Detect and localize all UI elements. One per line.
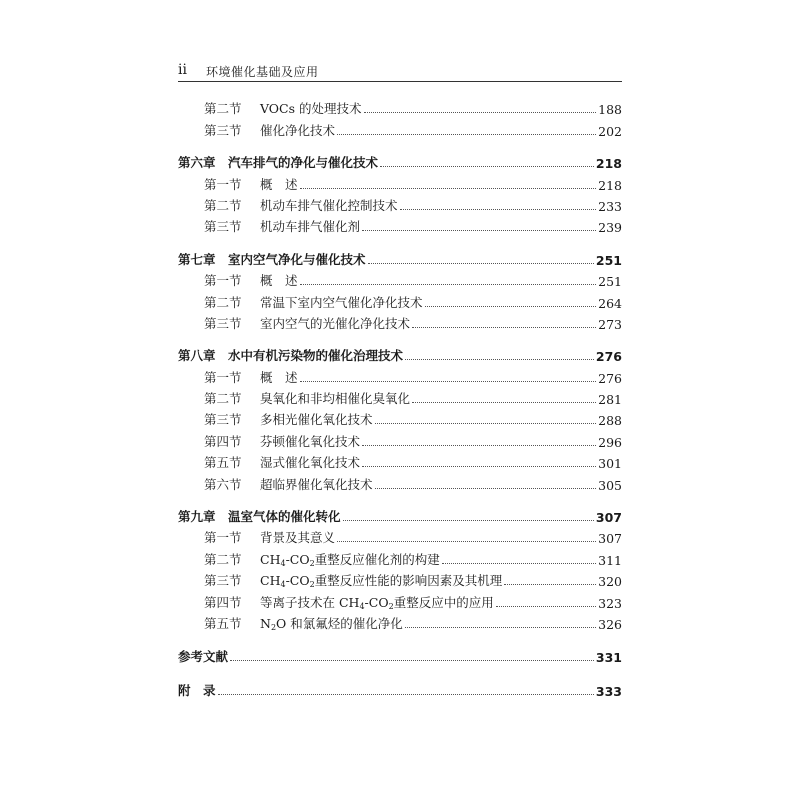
toc-section-entry[interactable] [178, 568, 622, 589]
section-number: 第一节 [204, 530, 242, 546]
leader-dots [375, 488, 597, 489]
leader-dots [343, 520, 594, 521]
leader-dots [230, 660, 594, 661]
page-ref: 281 [598, 392, 622, 408]
section-title: $CH_4-CO_2$重整反应性能的影响因素及其机理 [260, 573, 503, 590]
section-number: 第三节 [204, 219, 242, 235]
leader-dots [337, 541, 596, 542]
section-number: 第三节 [204, 412, 242, 428]
toc-section-entry[interactable] [178, 546, 622, 567]
section-number: 第五节 [204, 615, 242, 631]
toc-section-entry[interactable] [178, 428, 622, 449]
page-ref: 331 [595, 650, 622, 666]
chapter-number: 第七章 [178, 251, 216, 267]
page-ref: 276 [595, 349, 622, 365]
leader-dots [380, 166, 594, 167]
leader-dots [337, 134, 596, 135]
references-title: 参考文献 [178, 649, 229, 665]
section-number: 第六节 [204, 476, 242, 492]
page-ref: 326 [598, 616, 622, 632]
toc-section-entry[interactable] [178, 589, 622, 610]
section-title: 常温下室内空气催化净化技术 [260, 294, 423, 310]
chapter-number: 第六章 [178, 155, 216, 171]
toc-section-entry[interactable] [178, 171, 622, 192]
toc-references-entry[interactable] [178, 644, 622, 665]
page-ref: 188 [598, 102, 622, 118]
section-number: 第二节 [204, 391, 242, 407]
chapter-title: 水中有机污染物的催化治理技术 [228, 348, 404, 364]
page-ref: 301 [598, 456, 622, 472]
page-ref: 233 [598, 198, 622, 214]
section-title: 多相光催化氧化技术 [260, 412, 373, 428]
leader-dots [218, 694, 594, 695]
leader-dots [375, 423, 597, 424]
toc-section-entry[interactable] [178, 214, 622, 235]
section-title: 概 述 [260, 176, 298, 192]
toc-section-entry[interactable] [178, 117, 622, 138]
page-ref: 218 [598, 177, 622, 193]
section-title: 湿式催化氧化技术 [260, 455, 361, 471]
toc-chapter-entry[interactable] [178, 150, 622, 171]
section-number: 第三节 [204, 573, 242, 589]
page-ref: 307 [595, 510, 622, 526]
section-number: 第二节 [204, 197, 242, 213]
table-of-contents [178, 96, 622, 699]
page-ref: 276 [598, 370, 622, 386]
section-title: 超临界催化氧化技术 [260, 476, 373, 492]
page-ref: 333 [595, 683, 622, 699]
page-ref: 218 [595, 156, 622, 172]
leader-dots [412, 402, 596, 403]
section-number: 第二节 [204, 294, 242, 310]
leader-dots [300, 381, 597, 382]
leader-dots [400, 209, 597, 210]
toc-chapter-entry[interactable] [178, 343, 622, 364]
toc-section-entry[interactable] [178, 364, 622, 385]
section-title: 臭氧化和非均相催化臭氧化 [260, 391, 411, 407]
section-title: 机动车排气催化剂 [260, 219, 361, 235]
page-ref: 296 [598, 434, 622, 450]
toc-section-entry[interactable] [178, 268, 622, 289]
toc-section-entry[interactable] [178, 407, 622, 428]
toc-section-entry[interactable] [178, 386, 622, 407]
toc-appendix-entry[interactable] [178, 677, 622, 698]
header-rule [178, 81, 622, 82]
toc-section-entry[interactable] [178, 96, 622, 117]
toc-section-entry[interactable] [178, 193, 622, 214]
chapter-title: 室内空气净化与催化技术 [228, 251, 366, 267]
leader-dots [425, 306, 597, 307]
toc-section-entry[interactable] [178, 471, 622, 492]
leader-dots [405, 627, 596, 628]
leader-dots [364, 112, 597, 113]
section-number: 第四节 [204, 594, 242, 610]
page-ref: 311 [598, 552, 622, 568]
leader-dots [362, 230, 596, 231]
page-ref: 273 [598, 316, 622, 332]
chapter-number: 第八章 [178, 348, 216, 364]
chapter-number: 第九章 [178, 509, 216, 525]
section-title: VOCs 的处理技术 [260, 101, 362, 117]
page-ref: 202 [598, 123, 622, 139]
page-ref: 251 [598, 274, 622, 290]
section-number: 第一节 [204, 369, 242, 385]
section-number: 第三节 [204, 315, 242, 331]
toc-chapter-entry[interactable] [178, 246, 622, 267]
section-title: 概 述 [260, 273, 298, 289]
chapter-title: 温室气体的催化转化 [228, 509, 341, 525]
page-ref: 264 [598, 295, 622, 311]
page-ref: 239 [598, 220, 622, 236]
section-title: 背景及其意义 [260, 530, 336, 546]
section-title: $CH_4-CO_2$重整反应催化剂的构建 [260, 551, 440, 568]
toc-section-entry[interactable] [178, 450, 622, 471]
page-number: ii [178, 62, 187, 78]
section-number: 第二节 [204, 101, 242, 117]
section-number: 第三节 [204, 122, 242, 138]
leader-dots [362, 466, 596, 467]
page-ref: 288 [598, 413, 622, 429]
toc-section-entry[interactable] [178, 289, 622, 310]
toc-chapter-entry[interactable] [178, 504, 622, 525]
leader-dots [368, 263, 594, 264]
leader-dots [405, 359, 594, 360]
toc-section-entry[interactable] [178, 611, 622, 632]
page-ref: 307 [598, 531, 622, 547]
section-title: 室内空气的光催化净化技术 [260, 315, 411, 331]
page-ref: 305 [598, 477, 622, 493]
page-ref: 251 [595, 252, 622, 268]
section-title: 机动车排气催化控制技术 [260, 197, 398, 213]
leader-dots [300, 188, 597, 189]
toc-section-entry[interactable] [178, 525, 622, 546]
book-title: 环境催化基础及应用 [206, 65, 319, 79]
section-title: 芬顿催化氧化技术 [260, 433, 361, 449]
section-number: 第一节 [204, 176, 242, 192]
leader-dots [442, 563, 596, 564]
section-title: 催化净化技术 [260, 122, 336, 138]
section-title: $N_2O$ 和氯氟烃的催化净化 [260, 615, 403, 632]
section-number: 第四节 [204, 433, 242, 449]
leader-dots [362, 445, 596, 446]
toc-section-entry[interactable] [178, 311, 622, 332]
leader-dots [496, 606, 596, 607]
leader-dots [412, 327, 596, 328]
page-ref: 323 [598, 595, 622, 611]
chapter-title: 汽车排气的净化与催化技术 [228, 155, 379, 171]
section-title: 概 述 [260, 369, 298, 385]
leader-dots [504, 584, 596, 585]
section-number: 第二节 [204, 551, 242, 567]
page-ref: 320 [598, 574, 622, 590]
section-number: 第一节 [204, 273, 242, 289]
section-number: 第五节 [204, 455, 242, 471]
page-header [178, 62, 622, 80]
appendix-title: 附 录 [178, 682, 216, 698]
section-title: 等离子技术在 $CH_4-CO_2$重整反应中的应用 [260, 594, 494, 611]
leader-dots [300, 284, 597, 285]
